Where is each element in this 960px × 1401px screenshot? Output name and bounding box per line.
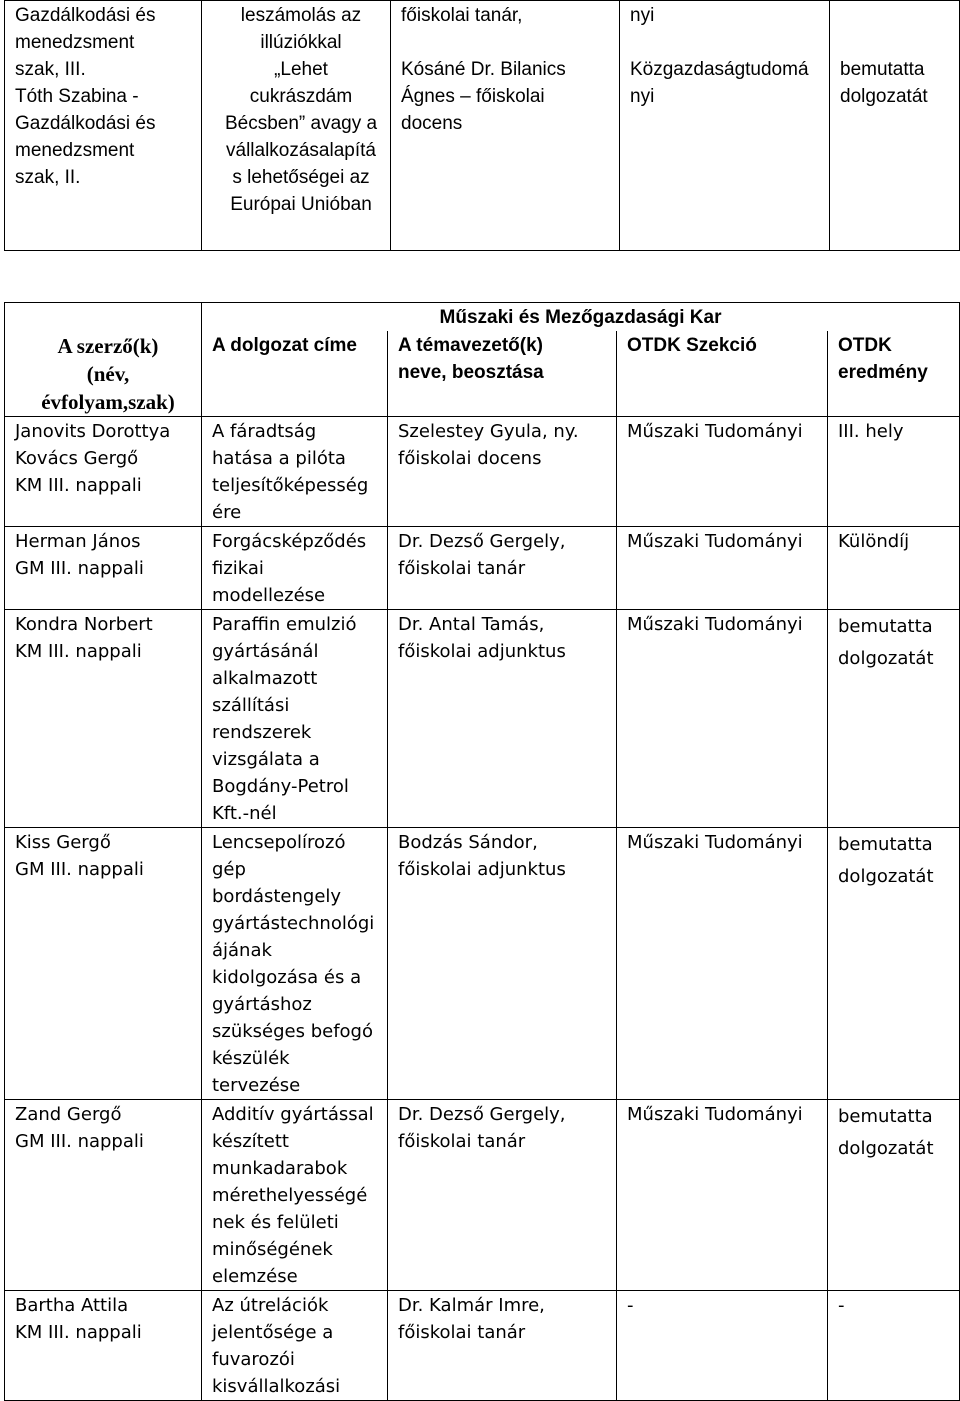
faculty-title: Műszaki és Mezőgazdasági Kar [202,303,960,332]
supervisor-cell: Dr. Antal Tamás, főiskolai adjunktus [388,610,617,828]
header-author: A szerző(k) (név, évfolyam,szak) [5,331,202,417]
header-section: OTDK Szekció [617,331,828,417]
supervisor-cell: főiskolai tanár, Kósáné Dr. Bilanics Ágnes – főiskolai docens [391,1,620,251]
result-cell: Különdíj [828,527,960,610]
supervisor-cell: Dr. Kalmár Imre, főiskolai tanár [388,1291,617,1401]
title-cell: Paraffin emulzió gyártásánál alkalmazott szállítási rendszerek vizsgálata a Bogdány-Petrol Kft.-nél [202,610,388,828]
author-cell: Janovits Dorottya Kovács Gergő KM III. nappali [5,417,202,527]
author-cell: Herman János GM III. nappali [5,527,202,610]
author-cell: Bartha Attila KM III. nappali [5,1291,202,1401]
title-cell: Lencsepolírozó gép bordástengely gyártástechnológi ájának kidolgozása és a gyártáshoz szükséges befogó készülék tervezése [202,828,388,1100]
section-cell: Műszaki Tudományi [617,1100,828,1291]
title-cell: leszámolás az illúziókkal „Lehet cukrászdám Bécsben” avagy a vállalkozásalapítá s lehetőségei az Európai Unióban [202,1,391,251]
supervisor-cell: Dr. Dezső Gergely, főiskolai tanár [388,1100,617,1291]
table-row [5,527,960,610]
table-row [5,610,960,828]
faculty-results-table [4,302,960,1401]
header-title: A dolgozat címe [202,331,388,417]
previous-faculty-table [4,0,960,251]
result-cell: bemutatta dolgozatát [828,828,960,1100]
result-cell: bemutatta dolgozatát [828,610,960,828]
result-cell: - [828,1291,960,1401]
result-cell: bemutatta dolgozatát [828,1100,960,1291]
supervisor-cell: Dr. Dezső Gergely, főiskolai tanár [388,527,617,610]
header-supervisor: A témavezető(k) neve, beosztása [388,331,617,417]
result-cell: III. hely [828,417,960,527]
section-cell: Műszaki Tudományi [617,610,828,828]
section-cell: Műszaki Tudományi [617,828,828,1100]
table-row [5,1291,960,1401]
result-cell: bemutatta dolgozatát [830,1,960,251]
author-cell: Kondra Norbert KM III. nappali [5,610,202,828]
faculty-heading-row [5,303,960,332]
table-row [5,828,960,1100]
supervisor-cell: Bodzás Sándor, főiskolai adjunktus [388,828,617,1100]
section-cell: - [617,1291,828,1401]
table-row [5,1,960,251]
section-cell: nyi Közgazdaságtudomá nyi [620,1,830,251]
title-cell: A fáradtság hatása a pilóta teljesítőképesség ére [202,417,388,527]
title-cell: Az útrelációk jelentősége a fuvarozói kisvállalkozási [202,1291,388,1401]
table-row [5,417,960,527]
supervisor-cell: Szelestey Gyula, ny. főiskolai docens [388,417,617,527]
title-cell: Additív gyártással készített munkadarabok mérethelyességé nek és felületi minőségének elemzése [202,1100,388,1291]
author-cell: Gazdálkodási és menedzsment szak, III. Tóth Szabina - Gazdálkodási és menedzsment szak, II. [5,1,202,251]
header-result: OTDK eredmény [828,331,960,417]
title-cell: Forgácsképződés fizikai modellezése [202,527,388,610]
header-row [5,331,960,417]
section-cell: Műszaki Tudományi [617,417,828,527]
author-cell: Kiss Gergő GM III. nappali [5,828,202,1100]
author-cell: Zand Gergő GM III. nappali [5,1100,202,1291]
table-row [5,1100,960,1291]
section-cell: Műszaki Tudományi [617,527,828,610]
